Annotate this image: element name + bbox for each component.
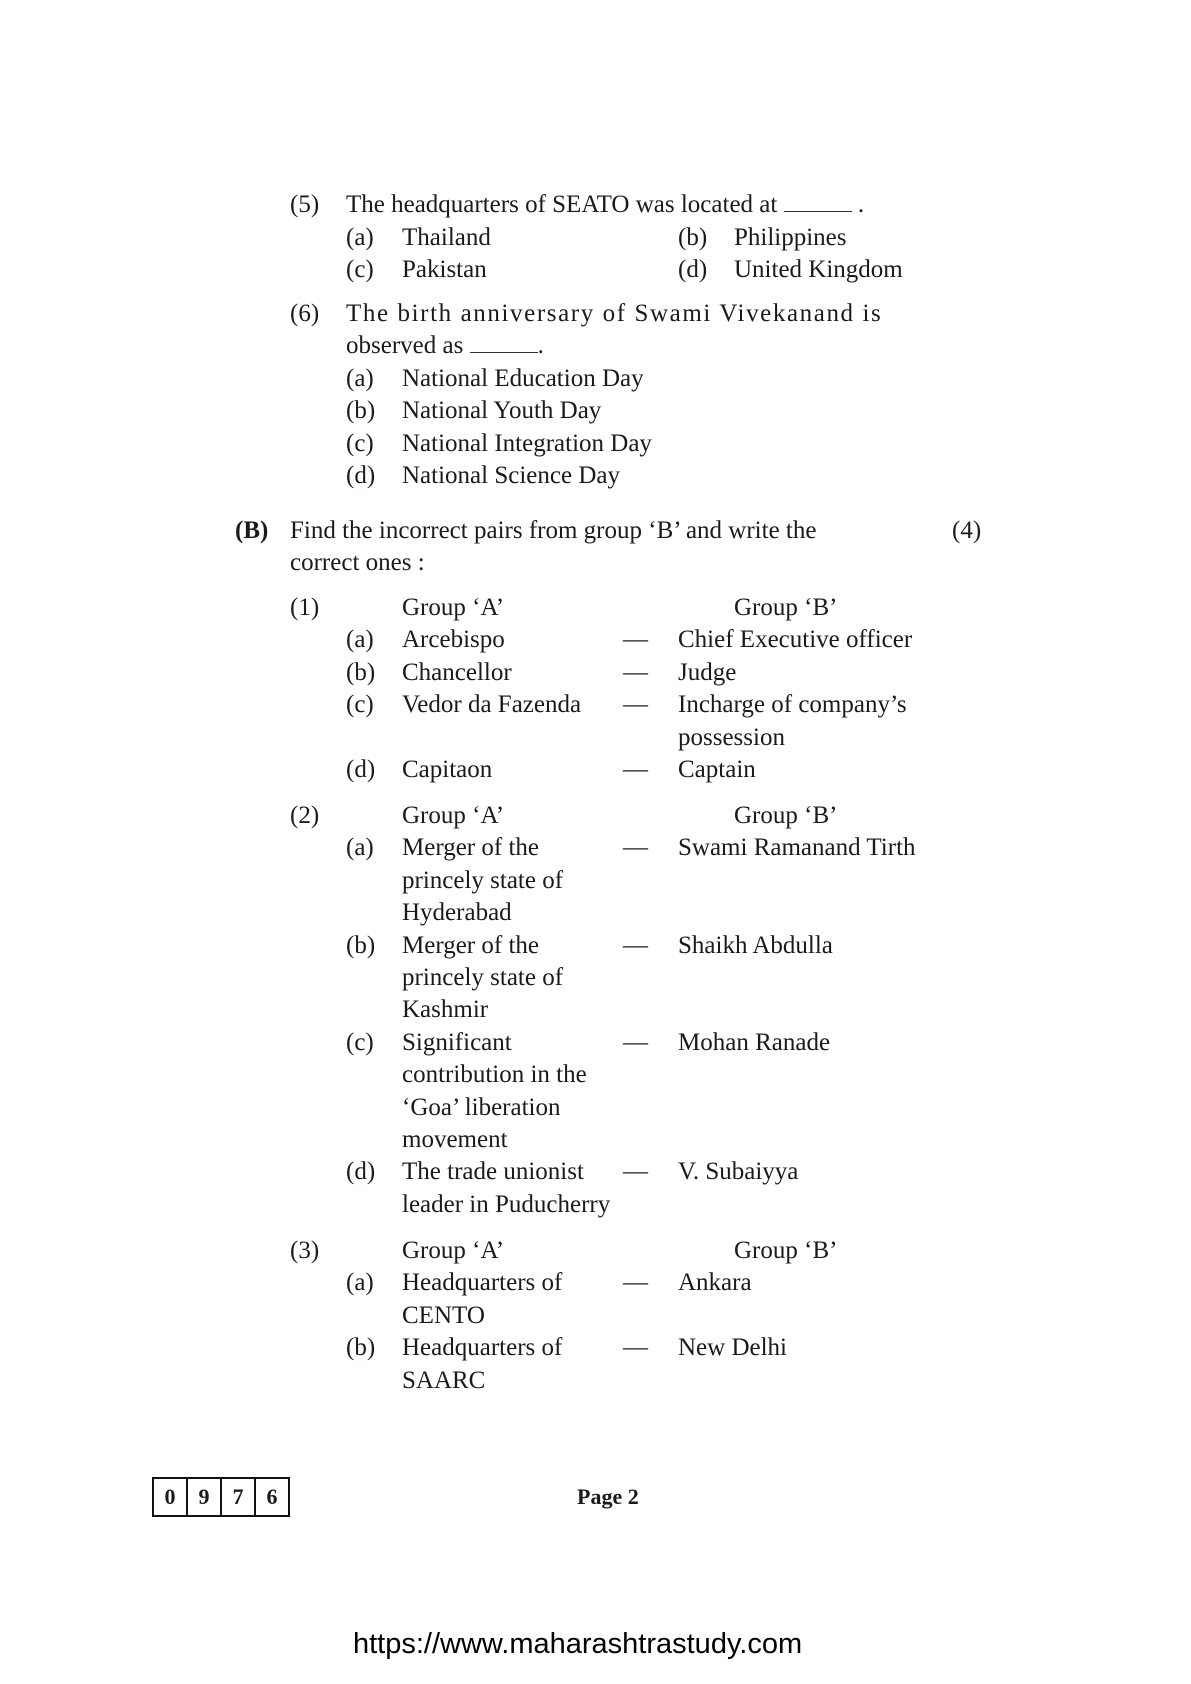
group-number: (1) [290, 594, 320, 621]
pair-label: (b) [346, 659, 376, 686]
q5-option-d: United Kingdom [734, 256, 903, 283]
group-a-item: movement [402, 1126, 508, 1153]
group-a-item: Chancellor [402, 659, 512, 686]
q6-option-d-label: (d) [346, 462, 376, 489]
q6-blank [470, 332, 538, 353]
q6-option-a-label: (a) [346, 365, 374, 392]
q6-option-c-label: (c) [346, 430, 374, 457]
pair-dash: — [623, 1158, 648, 1185]
group-a-item: contribution in the [402, 1061, 587, 1088]
pair-label: (d) [346, 1158, 376, 1185]
group-b-item: possession [678, 724, 785, 751]
group-a-item: Kashmir [402, 996, 489, 1023]
group-number: (3) [290, 1237, 320, 1264]
code-digit: 0 [154, 1479, 188, 1515]
group-b-heading: Group ‘B’ [734, 1237, 838, 1264]
pair-dash: — [623, 834, 648, 861]
pair-label: (a) [346, 1269, 374, 1296]
paper-code-box [152, 1477, 290, 1517]
group-a-heading: Group ‘A’ [402, 1237, 505, 1264]
group-a-item: ‘Goa’ liberation [402, 1094, 561, 1121]
q6-number: (6) [290, 300, 320, 327]
q6-option-a: National Education Day [402, 365, 644, 392]
group-b-item: V. Subaiyya [678, 1158, 799, 1185]
q5-number: (5) [290, 191, 320, 218]
group-a-item: Vedor da Fazenda [402, 691, 582, 718]
q6-line1: The birth anniversary of Swami Vivekanand is [346, 300, 883, 327]
pair-dash: — [623, 1269, 648, 1296]
pair-label: (b) [346, 1334, 376, 1361]
group-b-heading: Group ‘B’ [734, 594, 838, 621]
pair-dash: — [623, 1029, 648, 1056]
q5-option-a-label: (a) [346, 224, 374, 251]
pair-dash: — [623, 659, 648, 686]
group-a-item: SAARC [402, 1367, 486, 1394]
pair-label: (d) [346, 756, 376, 783]
section-b-label: (B) [235, 517, 269, 544]
pair-label: (b) [346, 932, 376, 959]
group-b-item: Captain [678, 756, 756, 783]
website-url[interactable]: https://www.maharashtrastudy.com [353, 1628, 803, 1660]
group-a-item: Headquarters of [402, 1269, 563, 1296]
group-a-item: princely state of [402, 867, 564, 894]
q6-option-b: National Youth Day [402, 397, 602, 424]
group-b-item: Judge [678, 659, 737, 686]
group-b-item: Ankara [678, 1269, 752, 1296]
q6-line2 [346, 331, 544, 361]
group-a-heading: Group ‘A’ [402, 594, 505, 621]
pair-label: (c) [346, 1029, 374, 1056]
section-b-marks: (4) [952, 517, 982, 544]
q5-question: The headquarters of SEATO was located at [346, 191, 778, 218]
group-a-item: The trade unionist [402, 1158, 584, 1185]
group-a-item: Hyderabad [402, 899, 512, 926]
group-a-item: Headquarters of [402, 1334, 563, 1361]
q5-option-c-label: (c) [346, 256, 374, 283]
code-digit: 7 [222, 1479, 256, 1515]
pair-dash: — [623, 691, 648, 718]
section-b-line1: Find the incorrect pairs from group ‘B’ and write the [290, 517, 817, 544]
q5-end: . [857, 191, 865, 218]
q6-end: . [537, 332, 544, 359]
group-a-item: Merger of the [402, 834, 539, 861]
group-a-item: Arcebispo [402, 626, 505, 653]
group-a-item: Significant [402, 1029, 512, 1056]
q6-question-end: observed as [346, 332, 464, 359]
q5-blank [784, 191, 852, 212]
group-a-heading: Group ‘A’ [402, 802, 505, 829]
pair-label: (a) [346, 626, 374, 653]
page-number: Page 2 [577, 1484, 639, 1509]
pair-dash: — [623, 756, 648, 783]
group-a-item: Capitaon [402, 756, 493, 783]
group-b-item: Swami Ramanand Tirth [678, 834, 916, 861]
group-b-item: Incharge of company’s [678, 691, 907, 718]
group-b-item: New Delhi [678, 1334, 787, 1361]
code-digit: 9 [188, 1479, 222, 1515]
q5-option-b-label: (b) [678, 224, 708, 251]
q6-option-b-label: (b) [346, 397, 376, 424]
q5-option-c: Pakistan [402, 256, 487, 283]
q6-option-c: National Integration Day [402, 430, 652, 457]
q6-option-d: National Science Day [402, 462, 620, 489]
group-b-item: Mohan Ranade [678, 1029, 831, 1056]
group-a-item: Merger of the [402, 932, 539, 959]
pair-dash: — [623, 932, 648, 959]
q5-text [346, 190, 864, 220]
group-a-item: leader in Puducherry [402, 1191, 611, 1218]
pair-label: (a) [346, 834, 374, 861]
pair-label: (c) [346, 691, 374, 718]
group-b-item: Shaikh Abdulla [678, 932, 833, 959]
section-b-line2: correct ones : [290, 549, 425, 576]
q5-option-b: Philippines [734, 224, 847, 251]
code-digit: 6 [266, 1484, 278, 1509]
q5-option-d-label: (d) [678, 256, 708, 283]
group-a-item: CENTO [402, 1302, 485, 1329]
group-number: (2) [290, 802, 320, 829]
group-a-item: princely state of [402, 964, 564, 991]
q5-option-a: Thailand [402, 224, 491, 251]
pair-dash: — [623, 626, 648, 653]
group-b-item: Chief Executive officer [678, 626, 913, 653]
group-b-heading: Group ‘B’ [734, 802, 838, 829]
pair-dash: — [623, 1334, 648, 1361]
